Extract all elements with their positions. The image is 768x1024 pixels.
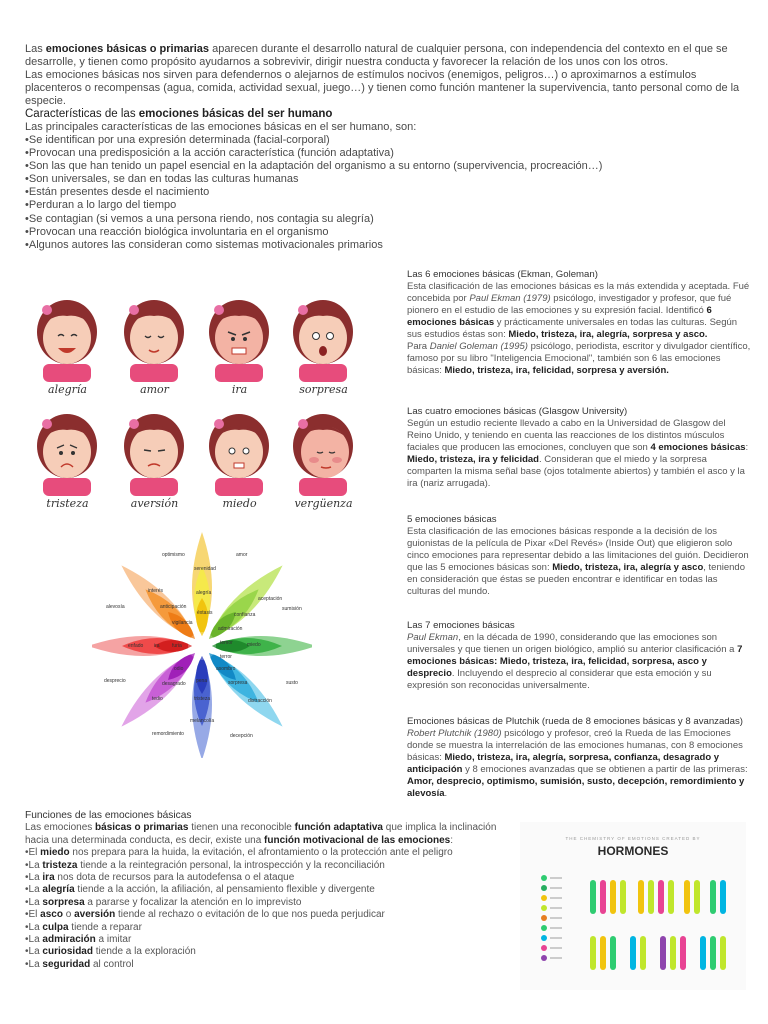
face-verguenza [281,406,366,510]
petal-label: asombro [216,666,236,672]
list-item: •El asco o aversión tiende al rechazo o evitación de lo que nos pueda perjudicar [25,909,385,921]
list-item: •El miedo nos prepara para la huida, la evitación, el afrontamiento o la protección ante el peligro [25,847,453,859]
list-item: •La admiración a imitar [25,934,132,946]
hormones-infographic [520,822,746,990]
face-aversion [112,406,197,510]
face-label: miedo [222,497,257,510]
petal-label: desagrado [162,681,186,687]
face-label: sorpresa [299,383,348,396]
face-icon [112,292,197,382]
petal-label: anticipación [160,604,187,610]
petal-label: alegría [196,590,212,596]
plutchik-section [407,716,752,800]
face-icon [112,406,197,496]
face-amor [112,292,197,396]
ekman-title: Las 6 emociones básicas (Ekman, Goleman) [407,269,598,280]
seven-title: Las 7 emociones básicas [407,620,515,631]
face-alegria [25,292,110,396]
wheel-label: sumisión [282,606,302,612]
list-item: •Están presentes desde el nacimiento [25,186,210,199]
intro-paragraph-2: Las emociones básicas nos sirven para defendernos o alejarnos de estímulos nocivos (enemigos, peligros…) o aproximarnos a estímulos placenteros o recompensas (agua, comida, actividad sexual, juego…) y tienen como función mantener la supervivencia, tanto personal como de la especie. [25,69,740,107]
hormones-title: HORMONES [597,844,669,858]
face-icon [197,406,282,496]
wheel-label: optimismo [162,552,185,558]
list-item: •La curiosidad tiende a la exploración [25,946,196,958]
list-item: •La tristeza tiende a la reintegración personal, la introspección y la reconciliación [25,859,385,871]
petal-label: aceptación [258,596,283,602]
plutchik-wheel [92,528,312,758]
list-item: •Son las que han tenido un papel esencial en la adaptación del organismo a su entorno (supervivencia, procreación…) [25,160,603,173]
petal-label: vigilancia [172,620,193,626]
list-item: •La alegría tiende a la acción, la afiliación, al pensamiento flexible y divergente [25,884,375,896]
wheel-label: decepción [230,733,253,739]
petal-label: ira [154,643,160,649]
face-icon [25,406,110,496]
list-item: •Se identifican por una expresión determinada (facial-corporal) [25,134,330,146]
list-item: •La ira nos dota de recursos para la autodefensa o el ataque [25,872,295,884]
petal-label: terror [220,654,232,660]
glasgow-title: Las cuatro emociones básicas (Glasgow University) [407,406,628,417]
petal-label: tedio [152,696,163,702]
wheel-label: susto [286,680,298,686]
list-item: •Algunos autores las consideran como sistemas motivacionales primarios [25,238,383,251]
list-item: •La sorpresa a pararse y focalizar la atención en lo imprevisto [25,896,302,908]
petal-label: tristeza [194,696,211,702]
face-label: vergüenza [294,497,353,510]
face-label: alegría [48,383,87,396]
list-item: •Se contagian (si vemos a una persona riendo, nos contagia su alegría) [25,212,374,225]
face-icon [281,406,366,496]
face-label: tristeza [46,497,89,510]
intro-section [25,43,750,252]
glasgow-section [407,406,752,490]
petal-label: miedo [247,642,261,648]
list-item: •Provocan una predisposición a la acción característica (función adaptativa) [25,147,394,160]
five-text: Esta clasificación de las emociones básicas responde a la decisión de los guionistas de la película de Pixar «Del Revés» (Inside Out) que eligieron solo cinco emociones para representar debido a las limitaciones del guión. Decidieron que las 5 emociones básicas son: Miedo, tristeza, ira, alegría y asco, teniendo en consideración que éstas se pueden encontrar e identificar en todas las culturas del mundo. [407,526,749,597]
face-label: aversión [130,497,179,510]
intro-paragraph-1: Las emociones básicas o primarias aparecen durante el desarrollo natural de cualquier persona, con independencia del contexto en el que se desarrolle, y tienen como propósito ayudarnos a sobrevivir, dirigir nuestra conducta y favorecer la relación de los unos con los otros. [25,43,728,68]
list-item: •Son universales, se dan en todas las culturas humanas [25,173,299,186]
petal-label: éxtasis [197,610,213,616]
ekman-section [407,269,752,377]
petal-label: temor [220,640,233,646]
functions-section [25,810,505,971]
seven-section [407,620,752,692]
wheel-label: desprecio [104,678,126,684]
petal-label: distracción [248,698,272,704]
functions-lead: Las emociones básicas o primarias tienen una reconocible función adaptativa que implica la inclinación hacia una determinada conducta, es decir, existe una función motivacional de las emociones: [25,822,497,846]
petal-label: pena [196,678,208,684]
list-item: •Perduran a lo largo del tiempo [25,199,177,212]
emotion-faces-illustration [25,292,365,512]
face-label: ira [231,383,248,396]
petal-label: admiración [218,626,243,632]
petal-label: serenidad [194,566,216,572]
wheel-label: alevosía [106,604,125,610]
hormones-kicker: THE CHEMISTRY OF EMOTIONS CREATED BY [565,836,701,841]
five-section [407,514,752,598]
petal-label: melancolía [190,718,215,724]
petal-label: sorpresa [228,680,248,686]
face-ira [197,292,282,396]
list-item: •La culpa tiende a reparar [25,921,142,933]
face-label: amor [140,383,169,396]
functions-list [25,847,505,971]
hormones-graphic [520,866,746,990]
list-item: •Provocan una reacción biológica involuntaria en el organismo [25,225,329,238]
five-title: 5 emociones básicas [407,514,497,525]
list-item: •La seguridad al control [25,958,134,970]
petal-label: furia [172,643,182,649]
face-sorpresa [281,292,366,396]
functions-title: Funciones de las emociones básicas [25,810,192,821]
face-icon [281,292,366,382]
petal-label: enfado [128,643,144,649]
face-icon [197,292,282,382]
wheel-label: remordimiento [152,731,184,737]
characteristics-heading: Características de las emociones básicas del ser humano [25,108,333,120]
petal-label: odio [174,666,184,672]
ekman-text: Esta clasificación de las emociones básicas es la más extendida y aceptada. Fué concebida por Paul Ekman (1979) psicólogo, investigador y profesor, que fué pionero en el estudio de las emociones y su expresión facial. Identificó 6 emociones básicas y prácticamente universales en todas las culturas. Según sus estudios éstas son: Miedo, tristeza, ira, alegría, sorpresa y asco. Para Daniel Goleman (1995) psicólogo, periodista, escritor y divulgador científico, famoso por su libro "Inteligencia Emocional", también son 6 las emociones básicas: Miedo, tristeza, ira, felicidad, sorpresa y aversión. [407,281,751,376]
petal-label: confianza [234,612,256,618]
face-tristeza [25,406,110,510]
face-miedo [197,406,282,510]
seven-text: Paul Ekman, en la década de 1990, considerando que las emociones son universales y que tienen un origen biológico, amplió su anterior clasificación a 7 emociones básicas: Miedo, tristeza, ira, felicidad, sorpresa, asco y desprecio. Incluyendo el desprecio al considerar que esta emoción y su expresión son reconocidas universalmente. [407,632,743,691]
petal-label: interés [148,588,164,594]
characteristics-list [25,134,750,252]
plutchik-title: Emociones básicas de Plutchik (rueda de 8 emociones básicas y 8 avanzadas) [407,716,743,727]
wheel-label: amor [236,552,248,558]
face-icon [25,292,110,382]
characteristics-lead: Las principales características de las emociones básicas en el ser humano, son: [25,121,417,133]
plutchik-text: Robert Plutchik (1980) psicólogo y profesor, creó la Rueda de las Emociones donde se muestra la interrelación de las emociones humanas, con 8 emociones básicas: Miedo, tristeza, ira, alegría, sorpresa, confianza, desagrado y anticipación y 8 emociones avanzadas que se obtienen a partir de las primeras: Amor, desprecio, optimismo, sumisión, susto, decepción, remordimiento y alevosía. [407,728,748,799]
glasgow-text: Según un estudio reciente llevado a cabo en la Universidad de Glasgow del Reino Unido, y teniendo en cuenta las reacciones de los distintos músculos faciales que producen las emociones, concluyen que son 4 emociones básicas: Miedo, tristeza, ira y felicidad. Consideran que el miedo y la sorpresa comparten la misma señal base (ojos totalmente abiertos) y también el asco y la ira (nariz arrugada). [407,418,749,489]
